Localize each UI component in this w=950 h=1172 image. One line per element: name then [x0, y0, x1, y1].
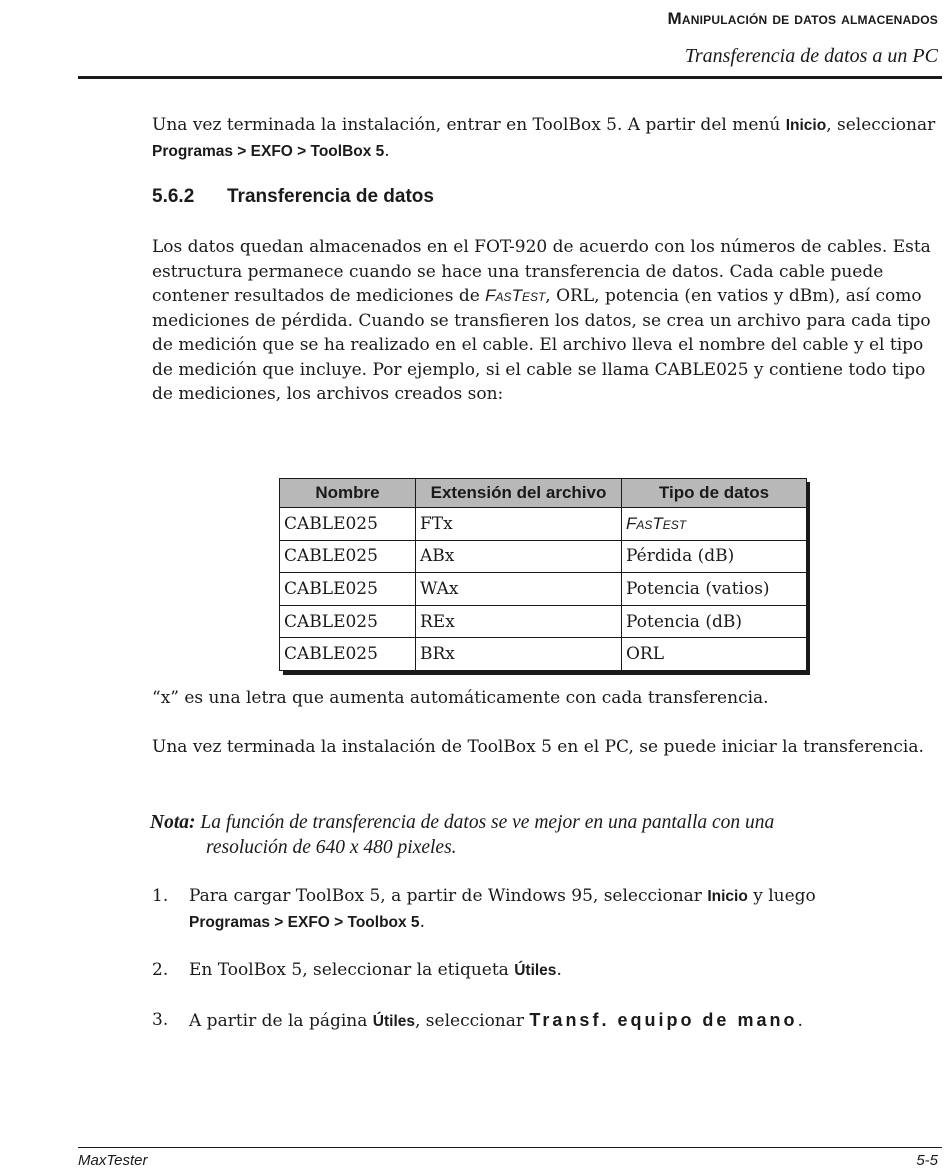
step-text: .: [556, 960, 562, 980]
cell-tipo: Potencia (vatios): [622, 573, 807, 606]
cell-extension: REx: [416, 605, 622, 638]
fastest-term: FasTest: [485, 286, 546, 305]
body-text-1: Los datos quedan almacenados en el FOT-920 de acuerdo con los números de cables. Esta estructura permanece cuando se hace una transferencia de datos. Cada cable puede contener resultados de mediciones de: [152, 237, 931, 306]
step-number: 1.: [152, 886, 169, 906]
note-label: Nota:: [150, 812, 196, 833]
table-header-row: [280, 479, 807, 508]
file-types-table: [279, 478, 806, 671]
col-header-nombre: Nombre: [280, 479, 416, 508]
install-paragraph: Una vez terminada la instalación de ToolBox 5 en el PC, se puede iniciar la transferencia.: [152, 737, 924, 757]
cell-nombre: CABLE025: [280, 573, 416, 606]
body-paragraph: [152, 235, 942, 407]
section-title: Transferencia de datos: [227, 186, 434, 207]
cell-extension: BRx: [416, 638, 622, 671]
cell-nombre: CABLE025: [280, 638, 416, 671]
transfer-button-label: Transf. equipo de mano: [529, 1010, 798, 1030]
step-text: y luego: [747, 886, 816, 906]
cell-nombre: CABLE025: [280, 508, 416, 541]
body-text-2: , ORL, potencia (en vatios y dBm), así como mediciones de pérdida. Cuando se transfieren los datos, se crea un archivo para cada tipo de medición que se ha realizado en el cable. El archivo lleva el nombre del cable y el tipo de medición que incluye. Por ejemplo, si el cable se llama CABLE025 y contiene todo tipo de mediciones, los archivos creados son:: [152, 286, 931, 404]
cell-nombre: CABLE025: [280, 540, 416, 573]
menu-path: Programas > EXFO > Toolbox 5: [189, 913, 420, 931]
footer-page-number: 5-5: [916, 1152, 938, 1169]
step-2: [152, 958, 942, 984]
step-text: .: [419, 911, 425, 932]
step-1: [152, 884, 942, 935]
note-line-2: resolución de 640 x 480 pixeles.: [206, 837, 457, 858]
step-text: A partir de la página: [189, 1011, 373, 1031]
after-table-paragraph: “x” es una letra que aumenta automáticamente con cada transferencia.: [152, 688, 769, 708]
page-utiles: Útiles: [372, 1013, 415, 1030]
step-number: 3.: [152, 1010, 169, 1030]
note-block: [150, 810, 940, 860]
section-heading: [152, 186, 434, 208]
cell-tipo: ORL: [622, 638, 807, 671]
running-header-section: Manipulación de datos almacenados: [667, 9, 938, 28]
section-number: 5.6.2: [152, 186, 195, 207]
step-text: , seleccionar: [415, 1011, 530, 1031]
table-row: [280, 508, 807, 541]
table-row: [280, 605, 807, 638]
table-row: [280, 638, 807, 671]
step-3: [152, 1008, 942, 1035]
intro-text-2: , seleccionar: [826, 115, 936, 135]
menu-inicio: Inicio: [785, 117, 827, 134]
cell-tipo: Pérdida (dB): [622, 540, 807, 573]
cell-nombre: CABLE025: [280, 605, 416, 638]
step-text: Para cargar ToolBox 5, a partir de Windows 95, seleccionar: [189, 886, 708, 906]
header-rule: [78, 76, 942, 79]
footer-product: MaxTester: [78, 1152, 148, 1169]
cell-tipo: Potencia (dB): [622, 605, 807, 638]
cell-tipo: FasTest: [622, 508, 807, 541]
cell-extension: WAx: [416, 573, 622, 606]
intro-text-1: Una vez terminada la instalación, entrar en ToolBox 5. A partir del menú: [152, 115, 786, 135]
step-text: .: [797, 1011, 803, 1031]
running-header-subtitle: Transferencia de datos a un PC: [684, 45, 938, 67]
tab-utiles: Útiles: [514, 962, 557, 979]
table-row: [280, 540, 807, 573]
cell-extension: FTx: [416, 508, 622, 541]
menu-path: Programas > EXFO > ToolBox 5: [152, 142, 385, 160]
table-row: [280, 573, 807, 606]
cell-extension: ABx: [416, 540, 622, 573]
col-header-extension: Extensión del archivo: [416, 479, 622, 508]
intro-paragraph: [152, 113, 942, 164]
step-number: 2.: [152, 960, 169, 980]
footer-rule: [78, 1147, 942, 1148]
note-line-1: La función de transferencia de datos se ve mejor en una pantalla con una: [195, 812, 775, 833]
step-text: En ToolBox 5, seleccionar la etiqueta: [189, 960, 515, 980]
menu-inicio: Inicio: [707, 888, 748, 905]
col-header-tipo: Tipo de datos: [622, 479, 807, 508]
intro-text-3: .: [384, 140, 390, 161]
